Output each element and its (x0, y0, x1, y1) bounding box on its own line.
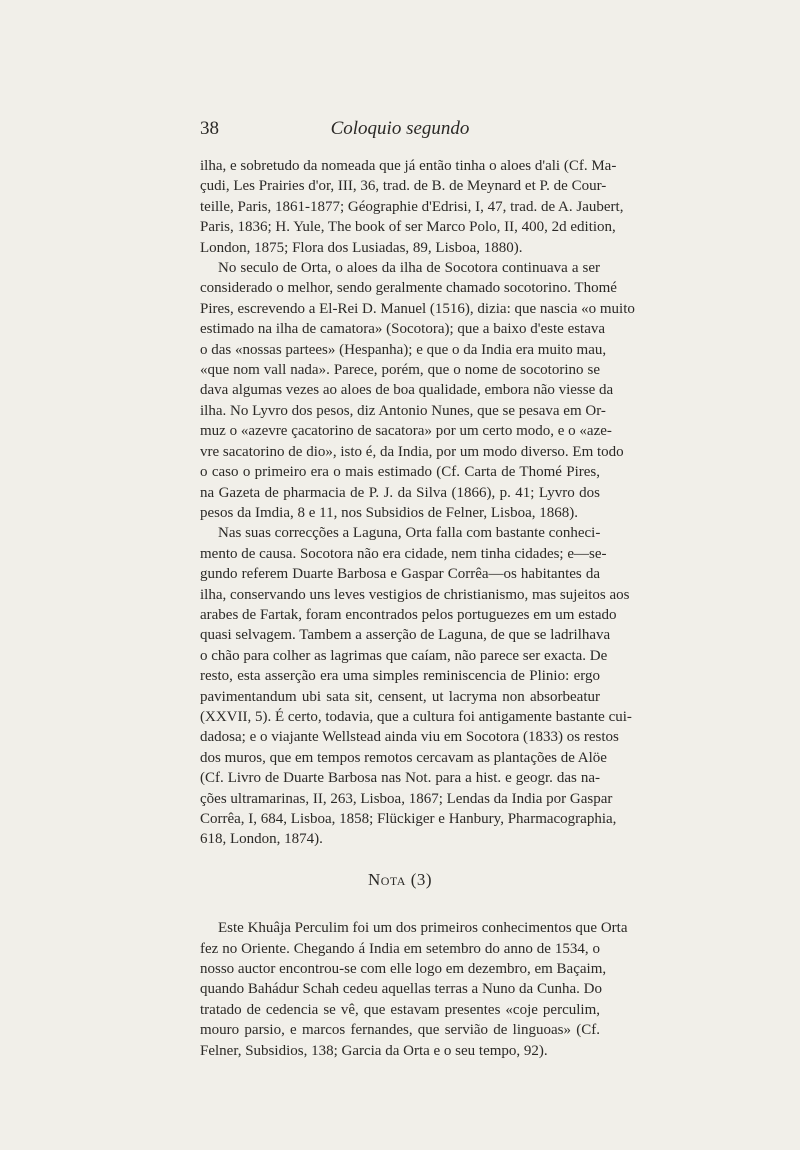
text-line: quando Bahádur Schah cedeu aquellas terras a Nuno da Cunha. Do (200, 981, 602, 998)
page-header (200, 118, 600, 146)
text-line: estimado na ilha de camatora» (Socotora); que a baixo d'este estava (200, 321, 606, 338)
text-line: considerado o melhor, sendo geralmente chamado socotorino. Thomé (200, 280, 617, 297)
text-line: gundo referem Duarte Barbosa e Gaspar Corrêa—os habitantes da (200, 566, 600, 583)
text-line: muz o «azevre çacatorino de sacatora» por um certo modo, e o «aze- (200, 423, 612, 440)
paragraph-2 (200, 258, 635, 523)
text-line: arabes de Fartak, foram encontrados pelos portuguezes em um estado (200, 606, 617, 623)
text-line: tratado de cedencia se vê, que estavam presentes «coje perculim, (200, 1001, 600, 1018)
paragraph-3 (200, 523, 632, 850)
text-line: dadosa; e o viajante Wellstead ainda viu em Socotora (1833) os restos (200, 729, 619, 746)
text-line: (Cf. Livro de Duarte Barbosa nas Not. para a hist. e geogr. das na- (200, 770, 600, 787)
text-line: dava algumas vezes ao aloes de boa qualidade, embora não viesse da (200, 382, 614, 399)
text-line: ilha, conservando uns leves vestigios de christianismo, mas sujeitos aos (200, 586, 630, 603)
text-line: mento de causa. Socotora não era cidade, nem tinha cidades; e—se- (200, 545, 607, 562)
text-line: ilha. No Lyvro dos pesos, diz Antonio Nunes, que se pesava em Or- (200, 402, 606, 419)
text-line: na Gazeta de pharmacia de P. J. da Silva (1866), p. 41; Lyvro dos (200, 484, 600, 501)
text-line: o caso o primeiro era o mais estimado (Cf. Carta de Thomé Pires, (200, 464, 600, 481)
text-line: çudi, Les Prairies d'or, III, 36, trad. de B. de Meynard et P. de Cour- (200, 178, 607, 195)
text-line: fez no Oriente. Chegando á India em setembro do anno de 1534, o (200, 940, 600, 957)
text-line: Felner, Subsidios, 138; Garcia da Orta e o seu tempo, 92). (200, 1042, 548, 1059)
text-line: ilha, e sobretudo da nomeada que já então tinha o aloes d'ali (Cf. Ma- (200, 158, 617, 174)
text-line: vre sacatorino de dio», isto é, da India, por um modo diverso. Em todo (200, 443, 624, 460)
page-number: 38 (200, 118, 219, 139)
text-line: nosso auctor encontrou-se com elle logo em dezembro, em Baçaim, (200, 961, 607, 978)
text-line: mouro parsio, e marcos fernandes, que servião de linguoas» (Cf. (200, 1022, 600, 1039)
text-line: teille, Paris, 1861-1877; Géographie d'Edrisi, I, 47, trad. de A. Jaubert, (200, 198, 624, 215)
section-heading: Nota (3) (367, 869, 433, 889)
text-line: No seculo de Orta, o aloes da ilha de Socotora continuava a ser (218, 260, 600, 277)
text-line: pavimentandum ubi sata sit, censent, ut lacryma non absorbeatur (200, 688, 600, 705)
paragraph-4 (200, 918, 628, 1061)
paragraph-1 (200, 156, 624, 258)
text-line: (XXVII, 5). É certo, todavia, que a cultura foi antigamente bastante cui- (200, 708, 632, 725)
page-body (200, 156, 635, 1061)
text-line: Este Khuâja Perculim foi um dos primeiros conhecimentos que Orta (218, 920, 628, 937)
text-line: Paris, 1836; H. Yule, The book of ser Marco Polo, II, 400, 2d edition, (200, 219, 616, 236)
text-line: Pires, escrevendo a El-Rei D. Manuel (1516), dizia: que nascia «o muito (200, 300, 635, 317)
text-line: dos muros, que em tempos remotos cercavam as plantações de Alöe (200, 749, 607, 766)
text-line: Nas suas correcções a Laguna, Orta falla com bastante conheci- (218, 525, 601, 542)
text-line: Corrêa, I, 684, Lisboa, 1858; Flückiger e Hanbury, Pharmacographia, (200, 811, 617, 827)
text-line: «que nom vall nada». Parece, porém, que o nome de socotorino se (200, 362, 600, 379)
text-line: London, 1875; Flora dos Lusiadas, 89, Lisboa, 1880). (200, 239, 523, 256)
running-title: Coloquio segundo (330, 118, 470, 139)
text-line: 618, London, 1874). (200, 831, 323, 848)
text-line: o chão para colher as lagrimas que caíam, não parece ser exacta. De (200, 647, 608, 664)
text-line: ções ultramarinas, II, 263, Lisboa, 1867; Lendas da India por Gaspar (200, 790, 613, 807)
text-line: o das «nossas partees» (Hespanha); e que o da India era muito mau, (200, 341, 607, 358)
text-line: resto, esta asserção era uma simples reminiscencia de Plinio: ergo (200, 668, 600, 685)
text-line: quasi selvagem. Tambem a asserção de Laguna, de que se ladrilhava (200, 627, 611, 644)
text-line: pesos da Imdia, 8 e 11, nos Subsidios de Felner, Lisboa, 1868). (200, 504, 578, 521)
